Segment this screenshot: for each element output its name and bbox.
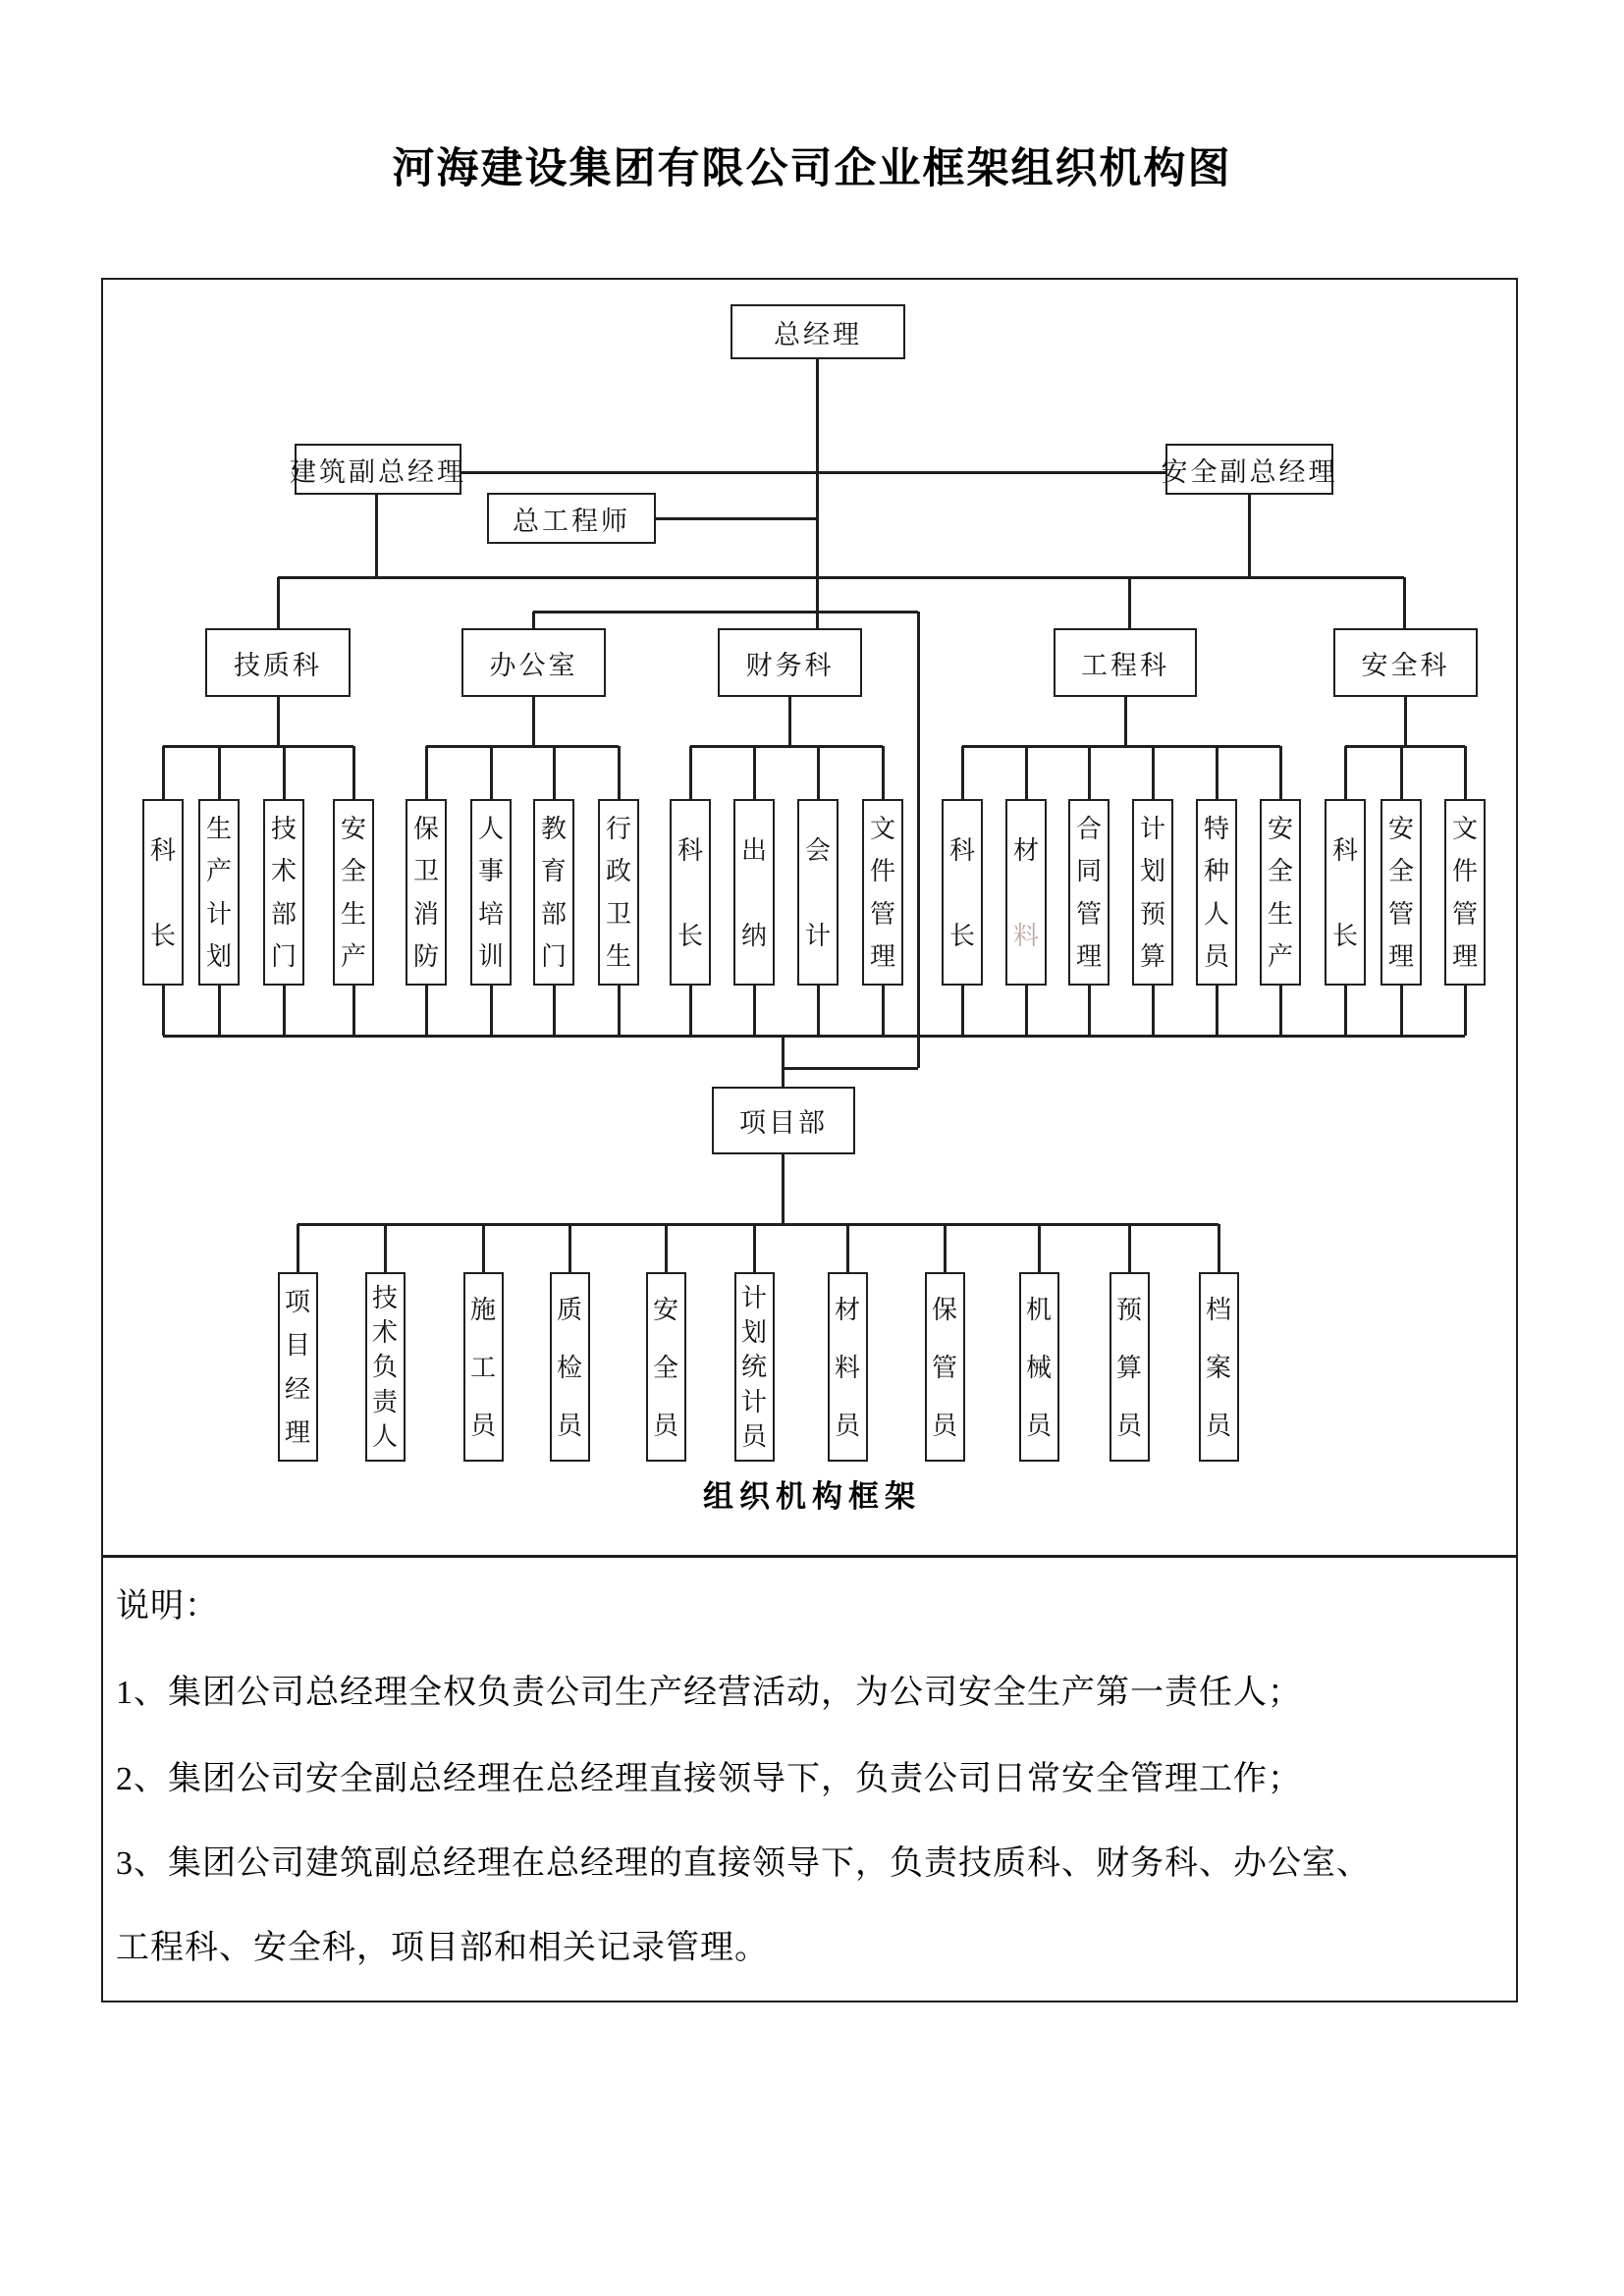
- connector-line: [882, 986, 885, 1036]
- connector-line: [1152, 746, 1155, 799]
- connector-line: [618, 746, 621, 799]
- vbox-char: 行: [605, 813, 631, 843]
- dept-child-box: [598, 799, 639, 986]
- vbox-char: 人: [477, 813, 504, 843]
- vbox-char: 管: [869, 898, 895, 929]
- dept-child-box: [406, 799, 447, 986]
- vbox-char: 门: [270, 941, 297, 972]
- dept-children-connector-line: [962, 745, 1280, 748]
- vbox-char: 员: [652, 1410, 678, 1440]
- connector-line: [618, 986, 621, 1036]
- dept-label: 安全科: [1361, 650, 1450, 680]
- vbox-char: 出: [740, 834, 767, 865]
- vbox-char: 计: [804, 920, 831, 950]
- dept-child-box: [470, 799, 512, 986]
- vbox-char: 部: [270, 898, 297, 929]
- connector-line: [961, 986, 964, 1036]
- connector-line: [665, 1224, 668, 1272]
- connector-line: [1128, 1224, 1131, 1272]
- note-line: 工程科、安全科，项目部和相关记录管理。: [116, 1930, 769, 1966]
- vbox-char: 术: [270, 856, 297, 886]
- connector-line: [1248, 495, 1251, 577]
- connector-line: [1403, 577, 1406, 628]
- note-line: 3、集团公司建筑副总经理在总经理的直接领导下，负责技质科、财务科、办公室、: [116, 1845, 1371, 1882]
- vbox-char: 员: [1203, 941, 1229, 972]
- connector-line: [482, 1224, 485, 1272]
- dept-child-box: [1196, 799, 1237, 986]
- connector-line: [1279, 986, 1282, 1036]
- vbox-char: 合: [1075, 813, 1102, 843]
- vbox-char: 件: [869, 856, 895, 886]
- general-manager-label: 总经理: [774, 319, 862, 349]
- vbox-char: 产: [340, 941, 366, 972]
- notes-heading: 说明：: [116, 1588, 219, 1625]
- connector-line: [1216, 986, 1218, 1036]
- vbox-char: 理: [1451, 941, 1478, 972]
- connector-line: [375, 495, 378, 577]
- dept-child-box: [198, 799, 240, 986]
- vbox-char: 育: [540, 856, 567, 886]
- vbox-char: 预: [1139, 898, 1165, 929]
- vbox-char: 科: [948, 834, 975, 865]
- connector-line: [1464, 746, 1467, 799]
- vbox-char: 科: [1331, 834, 1358, 865]
- connector-line: [162, 746, 165, 799]
- safety-deputy-gm-box: [1161, 444, 1338, 495]
- chief-engineer-label: 总工程师: [513, 506, 630, 536]
- connector-line: [568, 1224, 571, 1272]
- dept-children-connector-line: [426, 745, 619, 748]
- vbox-char: 件: [1451, 856, 1478, 886]
- connector-line: [553, 986, 556, 1036]
- connector-line: [352, 986, 355, 1036]
- vbox-char: 员: [1115, 1410, 1142, 1440]
- vbox-char: 文: [1451, 813, 1478, 843]
- project-role-box: [734, 1272, 775, 1462]
- vbox-char: 划: [205, 941, 232, 972]
- vbox-char: 计: [1139, 813, 1165, 843]
- dept-child-box: [533, 799, 574, 986]
- vbox-char: 管: [1387, 898, 1414, 929]
- connector-line: [384, 1224, 387, 1272]
- connector-line: [882, 746, 885, 799]
- dept-child-box: [1005, 799, 1047, 986]
- connector-line: [1088, 746, 1091, 799]
- vbox-char: 施: [469, 1294, 496, 1324]
- vbox-char: 工: [469, 1352, 496, 1382]
- dept-branch-line: [1124, 697, 1127, 746]
- dept-children-connector-line: [1345, 745, 1465, 748]
- dept-child-box: [797, 799, 839, 986]
- vbox-char: 理: [284, 1416, 310, 1447]
- connector-line: [162, 986, 165, 1036]
- project-role-box: [463, 1272, 504, 1462]
- vbox-char: 长: [677, 920, 703, 950]
- connector-line: [689, 986, 692, 1036]
- connector-line: [753, 746, 756, 799]
- connector-line: [1279, 746, 1282, 799]
- connector-line: [297, 1224, 299, 1272]
- vbox-char: 员: [740, 1421, 767, 1452]
- connector-line: [944, 1224, 947, 1272]
- vbox-char: 保: [412, 813, 439, 843]
- dept-branch-line: [1404, 697, 1407, 746]
- project-role-box: [365, 1272, 406, 1462]
- dept-branch-line: [532, 697, 535, 746]
- chief-engineer-link-line: [656, 517, 817, 520]
- vbox-char: 员: [931, 1410, 957, 1440]
- project-department-box: [712, 1087, 855, 1154]
- project-department-label: 项目部: [739, 1108, 828, 1138]
- dept-child-box: [733, 799, 775, 986]
- vbox-char: 员: [556, 1410, 582, 1440]
- vbox-char: 统: [740, 1352, 767, 1382]
- vbox-char: 档: [1205, 1294, 1231, 1324]
- connector-line: [782, 1154, 785, 1224]
- tier2-connector-line: [461, 471, 1165, 474]
- dept-branch-line: [277, 697, 280, 746]
- vbox-char: 经: [284, 1373, 310, 1404]
- vbox-char: 长: [149, 920, 176, 950]
- chief-engineer-box: [487, 493, 656, 544]
- vbox-char: 门: [540, 941, 567, 972]
- project-role-box: [925, 1272, 965, 1462]
- connector-line: [1038, 1224, 1041, 1272]
- vbox-char: 检: [556, 1352, 582, 1382]
- dept-child-box: [263, 799, 304, 986]
- dept-rail-line-2: [533, 611, 918, 614]
- vbox-char: 安: [652, 1294, 678, 1324]
- project-role-box: [550, 1272, 590, 1462]
- vbox-char: 员: [1025, 1410, 1052, 1440]
- vbox-char: 理: [869, 941, 895, 972]
- connector-line: [1152, 986, 1155, 1036]
- vbox-char: 纳: [740, 920, 767, 950]
- dept-child-box: [670, 799, 711, 986]
- vbox-char: 全: [1387, 856, 1414, 886]
- vbox-char: 术: [371, 1317, 398, 1348]
- dept-box-anquanke: [1333, 628, 1478, 697]
- vbox-char: 保: [931, 1294, 957, 1324]
- project-role-box: [1019, 1272, 1059, 1462]
- vbox-char: 算: [1139, 941, 1165, 972]
- vbox-char: 安: [1387, 813, 1414, 843]
- dept-child-box: [862, 799, 903, 986]
- connector-line: [783, 1067, 918, 1070]
- vbox-char: 案: [1205, 1352, 1231, 1382]
- project-role-box: [828, 1272, 868, 1462]
- connector-line: [425, 986, 428, 1036]
- vbox-char: 预: [1115, 1294, 1142, 1324]
- connector-line: [1128, 577, 1131, 628]
- dept-box-gongchengke: [1054, 628, 1197, 697]
- vbox-char: 生: [1267, 898, 1293, 929]
- vbox-char: 计: [740, 1282, 767, 1312]
- safety-deputy-gm-label: 安全副总经理: [1161, 456, 1338, 487]
- vbox-char: 同: [1075, 856, 1102, 886]
- connector-line: [1025, 746, 1028, 799]
- dept-child-box: [1068, 799, 1110, 986]
- project-role-box: [1199, 1272, 1239, 1462]
- construction-deputy-gm-label: 建筑副总经理: [290, 456, 466, 487]
- dept-box-jizhike: [205, 628, 351, 697]
- dept-label: 财务科: [745, 650, 835, 680]
- vbox-char: 安: [1267, 813, 1293, 843]
- page-title: 河海建设集团有限公司企业框架组织机构图: [392, 145, 1232, 192]
- dept-branch-line: [788, 697, 791, 746]
- vbox-char: 安: [340, 813, 366, 843]
- vbox-char: 管: [931, 1352, 957, 1382]
- connector-line: [553, 746, 556, 799]
- connector-line: [753, 1224, 756, 1272]
- vbox-char: 人: [371, 1421, 398, 1452]
- vbox-char: 机: [1025, 1294, 1052, 1324]
- connector-line: [1025, 986, 1028, 1036]
- connector-line: [917, 612, 920, 1068]
- note-line: 2、集团公司安全副总经理在总经理直接领导下，负责公司日常安全管理工作；: [116, 1761, 1302, 1797]
- dept-box-bangongshi: [461, 628, 606, 697]
- vbox-char: 生: [205, 813, 232, 843]
- connector-line: [846, 1224, 849, 1272]
- vbox-char: 计: [205, 898, 232, 929]
- connector-line: [283, 746, 286, 799]
- vbox-char: 技: [270, 813, 297, 843]
- vbox-char: 长: [1331, 920, 1358, 950]
- dept-child-box: [333, 799, 374, 986]
- dept-label: 技质科: [234, 650, 322, 680]
- connector-line: [1344, 986, 1347, 1036]
- vbox-char: 特: [1203, 813, 1229, 843]
- vbox-char: 防: [412, 941, 439, 972]
- connector-line: [1400, 986, 1403, 1036]
- vbox-char: 管: [1451, 898, 1478, 929]
- vbox-char: 事: [477, 856, 504, 886]
- vbox-char: 全: [340, 856, 366, 886]
- vbox-char: 材: [1012, 834, 1039, 865]
- vbox-char: 项: [284, 1287, 310, 1317]
- connector-line: [277, 577, 280, 628]
- dept-child-box: [1380, 799, 1422, 986]
- roles-rail-line: [298, 1223, 1218, 1226]
- dept-children-connector-line: [163, 745, 353, 748]
- vbox-char: 划: [1139, 856, 1165, 886]
- connector-line: [961, 746, 964, 799]
- dept-label: 办公室: [489, 650, 578, 680]
- connector-line: [1344, 746, 1347, 799]
- dept-box-caiwuke: [718, 628, 862, 697]
- vbox-char: 卫: [412, 856, 439, 886]
- vbox-char: 全: [1267, 856, 1293, 886]
- dept-child-box: [1260, 799, 1301, 986]
- vbox-char: 生: [605, 941, 631, 972]
- connector-line: [1400, 746, 1403, 799]
- connector-line: [490, 746, 493, 799]
- section-divider-line: [101, 1555, 1518, 1558]
- vbox-char: 科: [149, 834, 176, 865]
- dept-child-box: [1325, 799, 1366, 986]
- vbox-char: 产: [1267, 941, 1293, 972]
- connector-line: [1218, 1224, 1220, 1272]
- vbox-char: 部: [540, 898, 567, 929]
- vbox-char: 训: [477, 941, 504, 972]
- vbox-char: 培: [477, 898, 504, 929]
- vbox-char: 理: [1387, 941, 1414, 972]
- connector-line: [782, 1036, 785, 1087]
- vbox-char: 计: [740, 1386, 767, 1416]
- dept-child-box: [1132, 799, 1173, 986]
- dept-rail-line: [278, 576, 1404, 579]
- dept-label: 工程科: [1081, 650, 1169, 680]
- dept-child-box: [142, 799, 184, 986]
- vbox-char: 生: [340, 898, 366, 929]
- connector-line: [1464, 986, 1467, 1036]
- note-line: 1、集团公司总经理全权负责公司生产经营活动，为公司安全生产第一责任人；: [116, 1675, 1302, 1711]
- connector-line: [1088, 986, 1091, 1036]
- vbox-char: 产: [205, 856, 232, 886]
- vbox-char: 划: [740, 1317, 767, 1348]
- vbox-char: 材: [834, 1294, 860, 1324]
- vbox-char: 料: [834, 1352, 860, 1382]
- vbox-char: 全: [652, 1352, 678, 1382]
- connector-line: [352, 746, 355, 799]
- vbox-char: 人: [1203, 898, 1229, 929]
- vbox-char: 政: [605, 856, 631, 886]
- vbox-char: 种: [1203, 856, 1229, 886]
- vbox-char: 质: [556, 1294, 582, 1324]
- chart-caption: 组织机构框架: [703, 1479, 921, 1514]
- vbox-char: 教: [540, 813, 567, 843]
- vbox-char: 管: [1075, 898, 1102, 929]
- project-role-box: [278, 1272, 318, 1462]
- vbox-char: 负: [371, 1352, 398, 1382]
- connector-line: [817, 746, 820, 799]
- collector-rail-line: [163, 1035, 1465, 1038]
- connector-line: [490, 986, 493, 1036]
- construction-deputy-gm-box: [290, 444, 466, 495]
- vbox-char: 责: [371, 1386, 398, 1416]
- connector-line: [689, 746, 692, 799]
- vbox-char: 目: [284, 1330, 310, 1361]
- connector-line: [1216, 746, 1218, 799]
- vbox-char: 长: [948, 920, 975, 950]
- vbox-char: 员: [834, 1410, 860, 1440]
- vbox-char: 卫: [605, 898, 631, 929]
- connector-line: [283, 986, 286, 1036]
- vbox-char: 械: [1025, 1352, 1052, 1382]
- vbox-char: 文: [869, 813, 895, 843]
- dept-child-box: [942, 799, 983, 986]
- vbox-char: 科: [677, 834, 703, 865]
- project-role-box: [646, 1272, 686, 1462]
- gm-trunk-line: [816, 359, 819, 628]
- general-manager-box: [731, 304, 905, 359]
- dept-child-box: [1444, 799, 1486, 986]
- vbox-char: 会: [804, 834, 831, 865]
- vbox-char: 消: [412, 898, 439, 929]
- vbox-char: 理: [1075, 941, 1102, 972]
- vbox-char: 员: [1205, 1410, 1231, 1440]
- vbox-char: 员: [469, 1410, 496, 1440]
- connector-line: [753, 986, 756, 1036]
- connector-line: [218, 746, 221, 799]
- vbox-char: 料: [1012, 920, 1039, 950]
- connector-line: [425, 746, 428, 799]
- connector-line: [218, 986, 221, 1036]
- vbox-char: 算: [1115, 1352, 1142, 1382]
- connector-line: [817, 986, 820, 1036]
- dept-children-connector-line: [690, 745, 883, 748]
- project-role-box: [1110, 1272, 1150, 1462]
- vbox-char: 技: [371, 1282, 398, 1312]
